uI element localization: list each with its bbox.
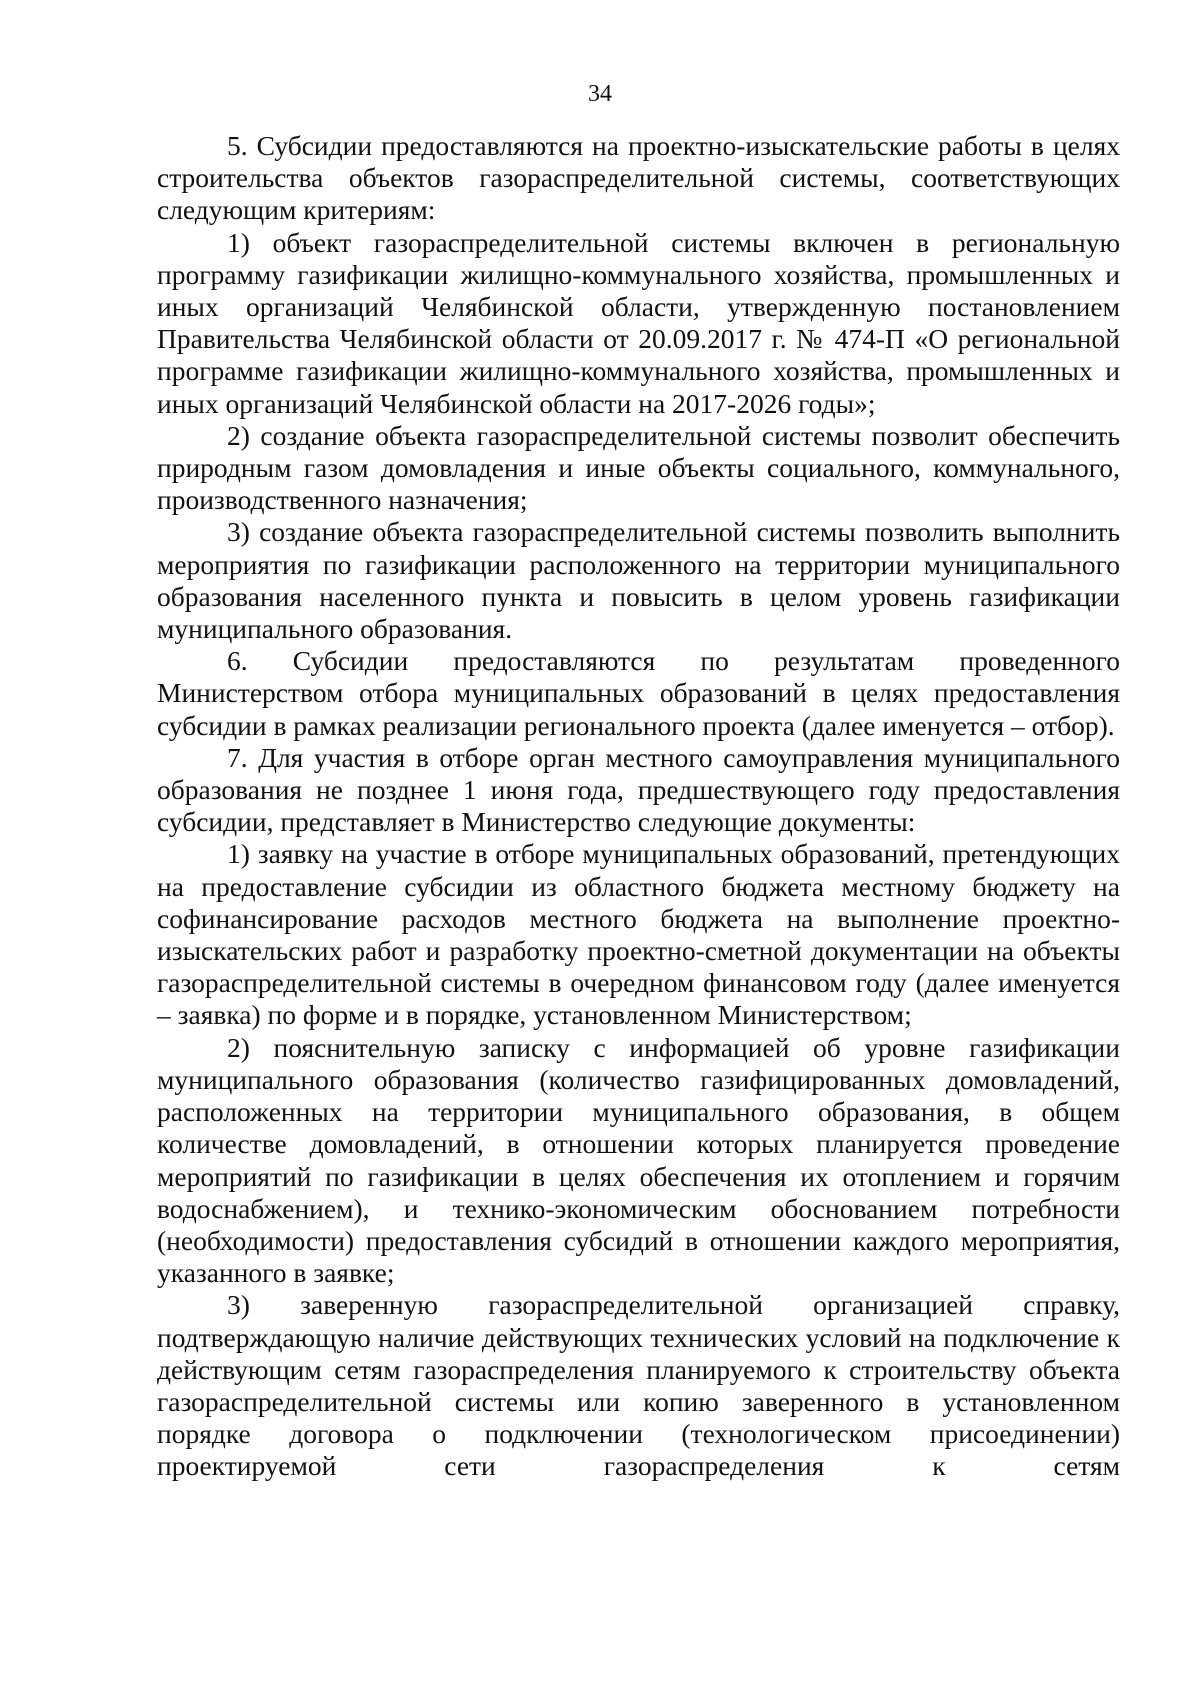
paragraph-7-participation: 7. Для участия в отборе орган местного самоуправления муниципального образования не позднее 1 июня года, предшествующего году предоставления субсидии, представляет в Министерство следующие документы: <box>157 741 1120 838</box>
document-1-application: 1) заявку на участие в отборе муниципальных образований, претендующих на предоставление субсидии из областного бюджета местному бюджету на софинансирование расходов местного бюджета на выполнение проектно-изыскательских работ и разработку проектно-сметной документации на объекты газораспределительной системы в очередном финансовом году (далее именуется – заявка) по форме и в порядке, установленном Министерством; <box>157 838 1120 1031</box>
criterion-3-gasification-level: 3) создание объекта газораспределительной системы позволить выполнить мероприятия по газификации расположенного на территории муниципального образования населенного пункта и повысить в целом уровень газификации муниципального образования. <box>157 516 1120 645</box>
document-body <box>157 130 1120 1483</box>
paragraph-5-subsidies-purpose: 5. Субсидии предоставляются на проектно-изыскательские работы в целях строительства объектов газораспределительной системы, соответствующих следующим критериям: <box>157 130 1120 226</box>
document-3-certificate: 3) заверенную газораспределительной организацией справку, подтверждающую наличие действующих технических условий на подключение к действующим сетям газораспределения планируемого к строительству объекта газораспределительной системы или копию заверенного в установленном порядке договора о подключении (технологическом присоединении) проектируемой сети газораспределения к сетям <box>157 1289 1120 1482</box>
criterion-2-gas-supply: 2) создание объекта газораспределительной системы позволит обеспечить природным газом домовладения и иные объекты социального, коммунального, производственного назначения; <box>157 419 1120 516</box>
page-number: 34 <box>588 81 612 107</box>
document-2-explanatory-note: 2) пояснительную записку с информацией об уровне газификации муниципального образования (количество газифицированных домовладений, расположенных на территории муниципального образования, в общем количестве домовладений, в отношении которых планируется проведение мероприятий по газификации в целях обеспечения их отоплением и горячим водоснабжением), и технико-экономическим обоснованием потребности (необходимости) предоставления субсидий в отношении каждого мероприятия, указанного в заявке; <box>157 1031 1120 1289</box>
criterion-1-program-inclusion: 1) объект газораспределительной системы включен в региональную программу газификации жилищно-коммунального хозяйства, промышленных и иных организаций Челябинской области, утвержденную постановлением Правительства Челябинской области от 20.09.2017 г. № 474-П «О региональной программе газификации жилищно-коммунального хозяйства, промышленных и иных организаций Челябинской области на 2017-2026 годы»; <box>157 226 1120 419</box>
paragraph-6-selection: 6. Субсидии предоставляются по результатам проведенного Министерством отбора муниципальных образований в целях предоставления субсидии в рамках реализации регионального проекта (далее именуется – отбор). <box>157 645 1120 741</box>
